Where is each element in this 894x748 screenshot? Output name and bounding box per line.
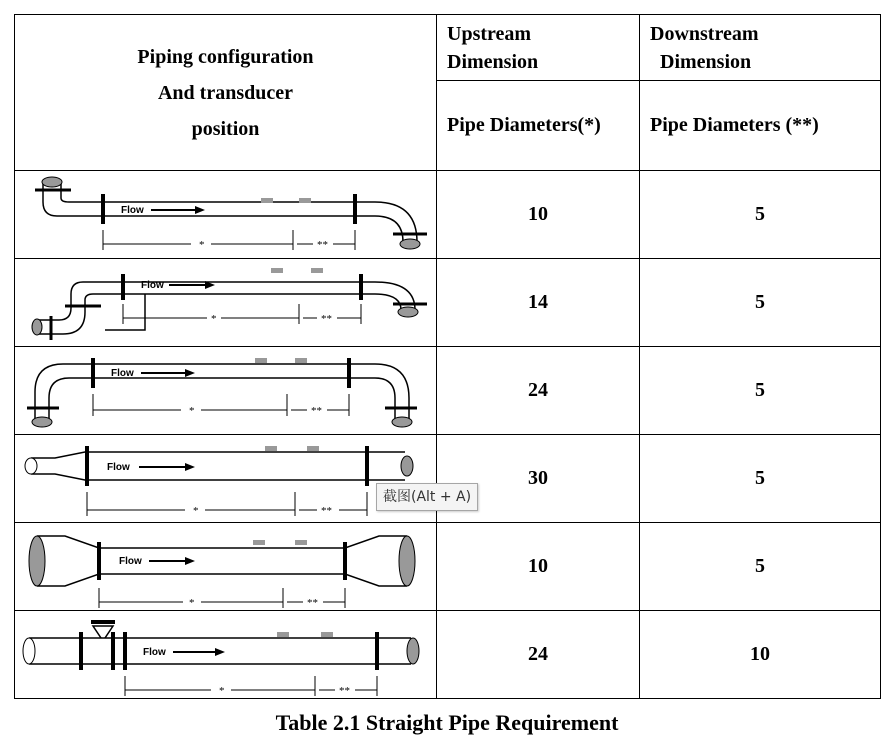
upstream-value: 14 (437, 259, 640, 347)
upstream-value: 24 (437, 611, 640, 699)
svg-text:*: * (189, 596, 195, 609)
svg-text:**: ** (317, 238, 328, 251)
downstream-value: 5 (640, 347, 881, 435)
svg-text:Flow: Flow (119, 555, 142, 567)
svg-text:**: ** (321, 312, 332, 325)
downstream-value: 5 (640, 523, 881, 611)
pipe-elbow-up-and-down-icon (15, 171, 437, 259)
screenshot-tooltip: 截图(Alt + A) (376, 483, 478, 511)
svg-text:*: * (199, 238, 205, 251)
table-row (15, 523, 881, 611)
header-upstream-dimension: Upstream Dimension (437, 15, 640, 81)
table-caption: Table 2.1 Straight Pipe Requirement (275, 710, 619, 735)
upstream-value: 10 (437, 523, 640, 611)
svg-text:**: ** (339, 684, 350, 697)
downstream-value: 5 (640, 435, 881, 523)
table-row (15, 347, 881, 435)
upstream-value: 24 (437, 347, 640, 435)
svg-text:*: * (219, 684, 225, 697)
svg-text:**: ** (321, 504, 332, 517)
svg-text:Flow: Flow (111, 367, 134, 379)
downstream-value: 5 (640, 259, 881, 347)
pipe-double-elbow-out-of-plane-icon (15, 259, 437, 347)
pipe-u-elbows-icon (15, 347, 437, 435)
svg-text:*: * (189, 404, 195, 417)
pipe-expander-icon (15, 523, 437, 611)
upstream-value: 30 (437, 435, 640, 523)
table-row (15, 171, 881, 259)
header-upstream-unit: Pipe Diameters(*) (437, 81, 640, 171)
downstream-value: 10 (640, 611, 881, 699)
svg-text:Flow: Flow (141, 279, 164, 291)
table-row (15, 259, 881, 347)
header-piping-configuration: Piping configuration And transducer position (15, 15, 437, 171)
svg-text:Flow: Flow (121, 204, 144, 216)
pipe-valve-icon (15, 611, 437, 699)
svg-text:Flow: Flow (107, 461, 130, 473)
svg-text:**: ** (307, 596, 318, 609)
svg-text:Flow: Flow (143, 646, 166, 658)
header-downstream-unit: Pipe Diameters (**) (640, 81, 881, 171)
downstream-value: 5 (640, 171, 881, 259)
svg-text:*: * (211, 312, 217, 325)
straight-pipe-table (14, 14, 881, 699)
pipe-reducer-icon (15, 435, 437, 523)
header-downstream-dimension: Downstream Dimension (640, 15, 881, 81)
table-row (15, 611, 881, 699)
upstream-value: 10 (437, 171, 640, 259)
svg-text:**: ** (311, 404, 322, 417)
svg-text:*: * (193, 504, 199, 517)
